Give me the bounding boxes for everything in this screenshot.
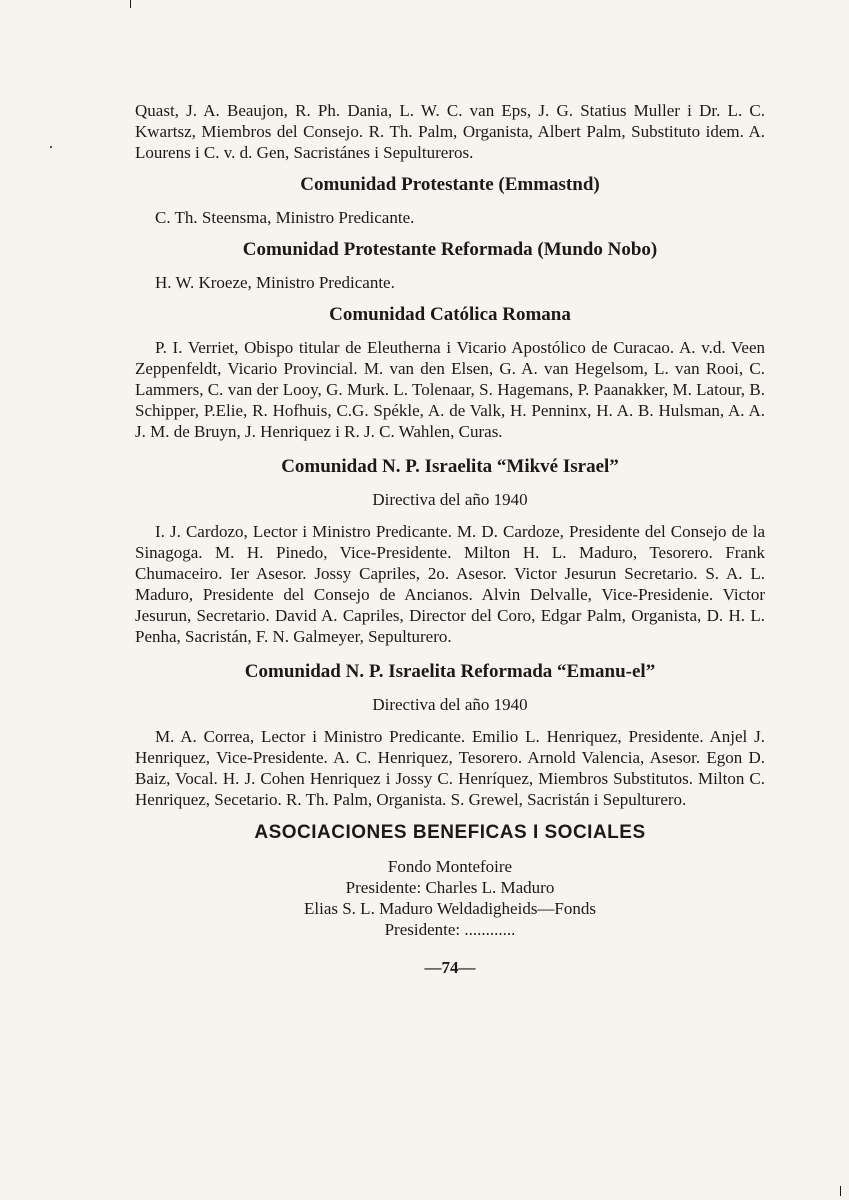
scan-mark-top [130, 0, 131, 8]
heading-emanu-el: Comunidad N. P. Israelita Reformada “Emanu-el” [244, 661, 656, 682]
fund-weldadigheids: Elias S. L. Maduro Weldadigheids—Fonds [303, 899, 597, 918]
fund-montefoire: Fondo Montefoire [387, 857, 513, 876]
paragraph-council-members: Quast, J. A. Beaujon, R. Ph. Dania, L. W. C. van Eps, J. G. Statius Muller i Dr. L. C. Kwartsz, Miembros del Consejo. R. Th. Palm, Organista, Albert Palm, Substituto idem. A. Lourens i C. v. d. Gen, Sacristánes i Sepultureros. [135, 101, 765, 162]
heading-mikve-israel: Comunidad N. P. Israelita “Mikvé Israel” [281, 456, 619, 477]
fund-weldadigheids-president: Presidente: ............ [384, 920, 516, 939]
subheading-directiva-mikve: Directiva del año 1940 [372, 490, 528, 509]
paragraph-emanu-el-members: M. A. Correa, Lector i Ministro Predicante. Emilio L. Henriquez, Presidente. Anjel J. Henriquez, Vice-Presidente. A. C. Henriquez, Tesorero. Arnold Valencia, Asesor. Egon D. Baiz, Vocal. H. J. Cohen Henriquez i Jossy C. Henríquez, Miembros Substitutos. Milton C. Henriquez, Secetario. R. Th. Palm, Organista. S. Grewel, Sacristán i Sepulturero. [135, 727, 765, 809]
heading-protestant-reformed: Comunidad Protestante Reformada (Mundo Nobo) [242, 239, 658, 260]
fund-montefoire-president: Presidente: Charles L. Maduro [345, 878, 555, 897]
subheading-directiva-emanuel: Directiva del año 1940 [372, 695, 528, 714]
page-content [135, 100, 765, 978]
paragraph-kroeze: H. W. Kroeze, Ministro Predicante. [155, 273, 395, 292]
page-number: —74— [424, 958, 476, 977]
heading-catholic: Comunidad Católica Romana [329, 304, 571, 325]
scan-dot-left [50, 146, 52, 148]
paragraph-mikve-israel-members: I. J. Cardozo, Lector i Ministro Predicante. M. D. Cardoze, Presidente del Consejo de la Sinagoga. M. H. Pinedo, Vice-Presidente. Milton H. L. Maduro, Tesorero. Frank Chumaceiro. Ier Asesor. Jossy Capriles, 2o. Asesor. Victor Jesurun Secretario. S. A. L. Maduro, Presidente del Consejo de Ancianos. Alvin Delvalle, Vice-Presidenie. Victor Jesurun, Secretario. David A. Capriles, Director del Coro, Edgar Palm, Organista, D. H. L. Penha, Sacristán, F. N. Galmeyer, Sepulturero. [135, 522, 765, 646]
paragraph-catholic-clergy: P. I. Verriet, Obispo titular de Eleutherna i Vicario Apostólico de Curacao. A. v.d. Veen Zeppenfeldt, Vicario Provincial. M. van den Elsen, G. A. van Hegelsom, L. van Rooi, C. Lammers, C. van der Looy, G. Murk. L. Tolenaar, S. Hagemans, P. Paanakker, M. Latour, B. Schipper, P.Elie, R. Hofhuis, C.G. Spékle, A. de Valk, H. Penninx, H. A. B. Hulsman, A. A. J. M. de Bruyn, J. Henriquez i R. J. C. Wahlen, Curas. [135, 338, 765, 441]
scan-mark-right [840, 1186, 841, 1196]
paragraph-steensma: C. Th. Steensma, Ministro Predicante. [155, 208, 415, 227]
heading-protestant-emmastad: Comunidad Protestante (Emmastnd) [300, 174, 600, 195]
heading-associations: ASOCIACIONES BENEFICAS I SOCIALES [254, 822, 646, 843]
